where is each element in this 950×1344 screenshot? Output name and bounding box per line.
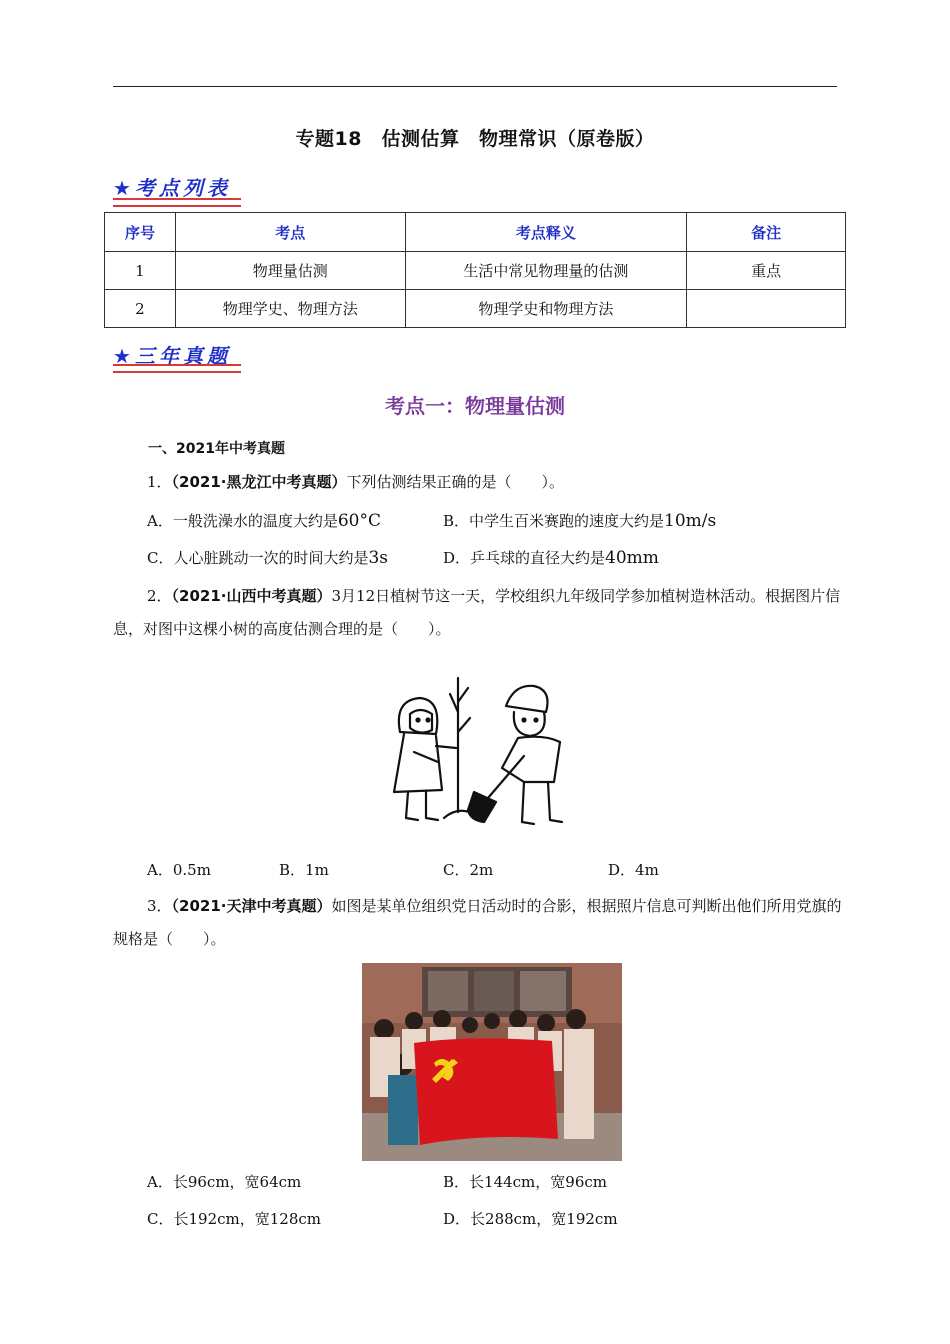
question-number: 2． bbox=[147, 587, 172, 605]
option-label: B．中学生百米赛跑的速度大约是 bbox=[443, 512, 665, 530]
table-row bbox=[105, 290, 846, 328]
option-b: B．长144cm，宽96cm bbox=[443, 1173, 607, 1191]
option-c bbox=[147, 547, 388, 568]
question-source: （2021·黑龙江中考真题） bbox=[171, 473, 347, 491]
option-label: C．人心脏跳动一次的时间大约是 bbox=[147, 549, 369, 567]
option-value: 3s bbox=[368, 548, 389, 568]
section-heading-list: ★考点列表 bbox=[113, 176, 231, 200]
table-cell: 1 bbox=[105, 252, 176, 290]
option-c: C．长192cm，宽128cm bbox=[147, 1210, 321, 1228]
top-rule bbox=[113, 86, 837, 87]
table-cell: 物理学史和物理方法 bbox=[405, 290, 687, 328]
option-a: A．0.5m bbox=[147, 861, 211, 879]
table-header: 序号 bbox=[105, 213, 176, 252]
table-header: 考点 bbox=[175, 213, 405, 252]
table-row bbox=[105, 252, 846, 290]
topic-heading: 考点一：物理量估测 bbox=[385, 394, 565, 418]
option-label: D．乒乓球的直径大约是 bbox=[443, 549, 606, 567]
question-number: 1． bbox=[147, 473, 172, 491]
question-2 bbox=[113, 580, 843, 646]
question-source: （2021·天津中考真题） bbox=[171, 897, 332, 915]
option-a: A．长96cm，宽64cm bbox=[147, 1173, 302, 1191]
question-source: （2021·山西中考真题） bbox=[171, 587, 332, 605]
table-cell: 物理学史、物理方法 bbox=[175, 290, 405, 328]
option-a bbox=[147, 510, 381, 531]
table-header: 考点释义 bbox=[405, 213, 687, 252]
table-cell: 2 bbox=[105, 290, 176, 328]
group-photo-with-flag bbox=[362, 963, 622, 1161]
table-cell: 生活中常见物理量的估测 bbox=[405, 252, 687, 290]
option-b: B．1m bbox=[279, 861, 329, 879]
section-underline bbox=[113, 364, 241, 373]
table-cell: 物理量估测 bbox=[175, 252, 405, 290]
question-text: 如图是某单位组织党日活动时的合影，根据照片信息可判断出他们所用党旗的规格是（ ）。 bbox=[113, 897, 842, 948]
question-text: 3月12日植树节这一天，学校组织九年级同学参加植树造林活动。根据图片信息，对图中这棵小树的高度估测合理的是（ ）。 bbox=[113, 587, 841, 638]
topic-table bbox=[104, 212, 846, 328]
subheading: 一、2021年中考真题 bbox=[148, 441, 285, 457]
option-label: A．一般洗澡水的温度大约是 bbox=[147, 512, 338, 530]
option-d: D．4m bbox=[608, 861, 659, 879]
question-1 bbox=[113, 466, 843, 499]
question-text: 下列估测结果正确的是（ ）。 bbox=[346, 473, 565, 491]
option-d bbox=[443, 547, 659, 568]
option-value: 40mm bbox=[605, 548, 659, 568]
page-title: 专题18 估测估算 物理常识（原卷版） bbox=[295, 128, 655, 150]
option-value: 10m/s bbox=[664, 511, 717, 531]
question-number: 3． bbox=[147, 897, 172, 915]
table-header: 备注 bbox=[687, 213, 846, 252]
section-underline bbox=[113, 198, 241, 207]
table-cell: 重点 bbox=[687, 252, 846, 290]
option-value: 60°C bbox=[337, 511, 381, 531]
tree-planting-illustration bbox=[384, 672, 586, 836]
table-header-row bbox=[105, 213, 846, 252]
option-d: D．长288cm，宽192cm bbox=[443, 1210, 618, 1228]
section-heading-exams: ★三年真题 bbox=[113, 344, 231, 368]
question-3 bbox=[113, 890, 843, 956]
option-b bbox=[443, 510, 716, 531]
table-cell bbox=[687, 290, 846, 328]
option-c: C．2m bbox=[443, 861, 494, 879]
